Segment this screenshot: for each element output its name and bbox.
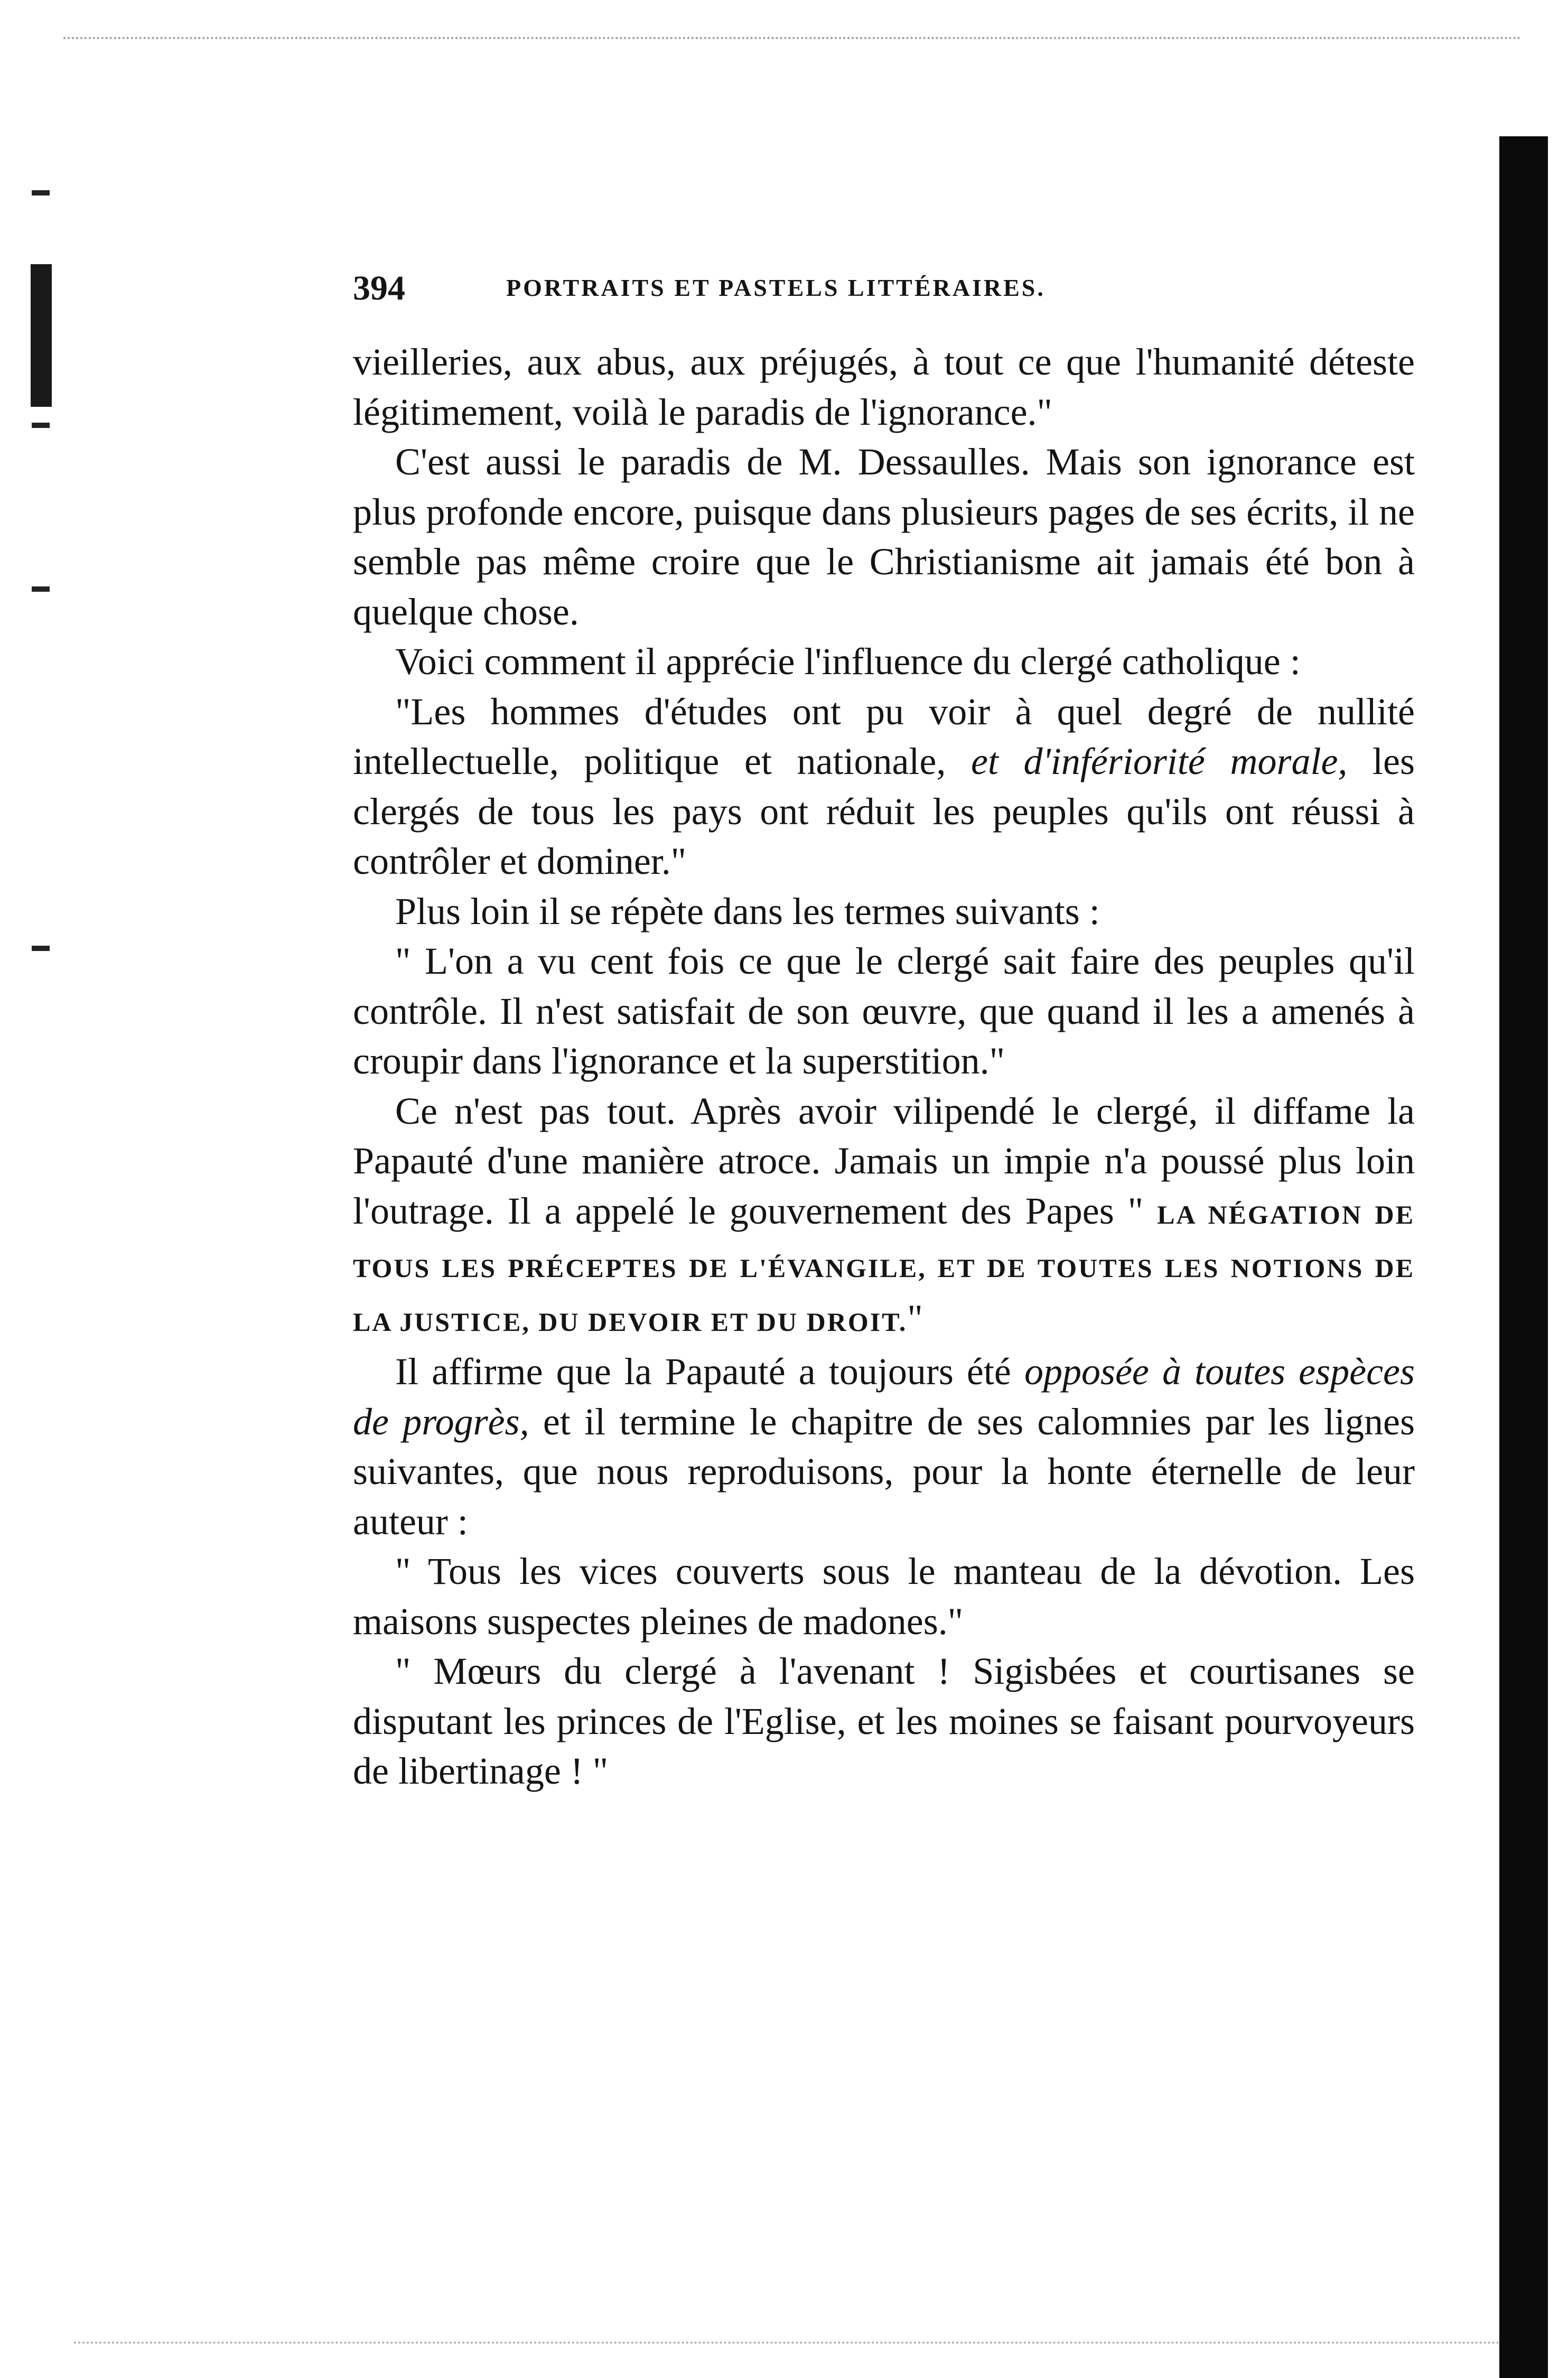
paragraph-text: et il termine le chapitre de ses calomnies par les lignes suivantes, que nous reproduisons, pour la honte éternelle de leur auteur : xyxy=(353,1400,1415,1543)
paragraph xyxy=(353,437,1415,637)
scan-tick xyxy=(32,586,50,592)
paragraph xyxy=(353,337,1415,437)
scan-edge-right xyxy=(1499,136,1548,2378)
scan-tick xyxy=(32,946,50,951)
quotation-paragraph xyxy=(353,1546,1415,1646)
paragraph-text: Voici comment il apprécie l'influence du clergé catholique : xyxy=(395,640,1301,683)
quotation-paragraph xyxy=(353,1646,1415,1796)
paragraph xyxy=(353,637,1415,687)
paragraph-text: Ce n'est pas tout. Après avoir vilipendé le clergé, il diffame la Papauté d'une manière atroce. Jamais un impie n'a poussé plus loin l'outrage. Il a appelé le gouvernement des Papes " xyxy=(353,1089,1415,1232)
quotation-paragraph xyxy=(353,936,1415,1086)
scan-edge-left xyxy=(31,264,52,407)
paragraph-text: " Mœurs du clergé à l'avenant ! Sigisbées et courtisanes se disputant les princes de l'Eglise, et les moines se faisant pourvoyeurs de libertinage ! " xyxy=(353,1650,1415,1792)
paragraph-text: Plus loin il se répète dans les termes suivants : xyxy=(395,890,1100,932)
italic-emphasis: et d'infériorité morale, xyxy=(970,740,1348,782)
paragraph-text: " Tous les vices couverts sous le manteau de la dévotion. Les maisons suspectes pleines de madones." xyxy=(353,1550,1415,1643)
body-text xyxy=(353,337,1415,1796)
paragraph xyxy=(353,1086,1415,1347)
scan-tick xyxy=(32,423,50,428)
paragraph xyxy=(353,887,1415,937)
paragraph-text: "Les hommes d'études ont pu voir à quel degré de nullité intellectuelle, politique et nationale, xyxy=(353,690,1415,782)
paragraph-text: vieilleries, aux abus, aux préjugés, à tout ce que l'humanité déteste légitimement, voilà le paradis de l'ignorance." xyxy=(353,341,1415,433)
scan-border-top xyxy=(63,37,1522,43)
paragraph-text: " L'on a vu cent fois ce que le clergé sait faire des peuples qu'il contrôle. Il n'est satisfait de son œuvre, que quand il les a amenés à croupir dans l'ignorance et la superstition." xyxy=(353,940,1415,1082)
paragraph xyxy=(353,1347,1415,1546)
paragraph-text: les clergés de tous les pays ont réduit les peuples qu'ils ont réussi à contrôler et dominer." xyxy=(353,740,1415,882)
book-page xyxy=(353,268,1415,1796)
paragraph-text: " xyxy=(907,1297,923,1339)
italic-emphasis: opposée à toutes espèces de progrès, xyxy=(353,1350,1415,1443)
paragraph-text: C'est aussi le paradis de M. Dessaulles. Mais son ignorance est plus profonde encore, puisque dans plusieurs pages de ses écrits, il ne semble pas même croire que le Christianisme ait jamais été bon à quelque chose. xyxy=(353,441,1415,633)
paragraph-text: Il affirme que la Papauté a toujours été xyxy=(395,1350,1024,1393)
smallcaps-quotation: LA NÉGATION DE TOUS LES PRÉCEPTES DE L'ÉVANGILE, ET DE TOUTES LES NOTIONS DE LA JUSTICE, DU DEVOIR ET DU DROIT. xyxy=(353,1199,1415,1337)
running-head xyxy=(353,268,1415,316)
quotation-paragraph xyxy=(353,687,1415,887)
page-number: 394 xyxy=(353,269,405,307)
scan-tick xyxy=(32,190,50,195)
running-title: PORTRAITS ET PASTELS LITTÉRAIRES. xyxy=(506,274,1046,301)
scan-border-bottom xyxy=(74,2342,1500,2348)
